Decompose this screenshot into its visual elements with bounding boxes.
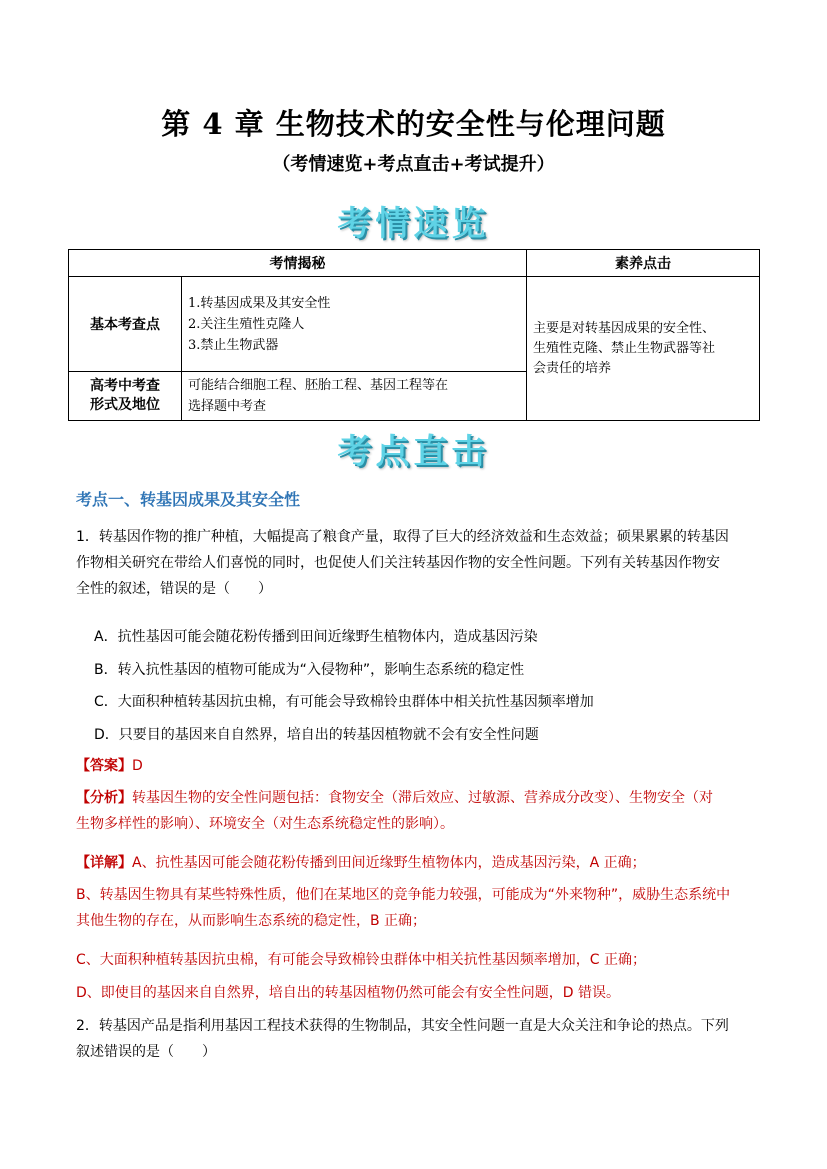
col-header-exam-secrets: 考情揭秘 <box>69 250 527 277</box>
overview-banner: 考情速览 <box>337 204 490 244</box>
option-d: D．只要目的基因来自自然界，培自出的转基因植物就不会有安全性问题 <box>94 727 539 743</box>
literacy-text: 主要是对转基因成果的安全性、 <box>533 320 716 336</box>
row-label-text: 形式及地位 <box>90 397 160 413</box>
question-text: 全性的叙述，错误的是（ ） <box>76 581 272 597</box>
direct-banner: 考点直击 <box>337 432 490 472</box>
list-item: 1.转基因成果及其安全性 <box>188 295 331 311</box>
exam-form-text: 可能结合细胞工程、胚胎工程、基因工程等在 <box>188 378 449 393</box>
col-header-literacy: 素养点击 <box>527 250 760 277</box>
row-label-basic-points: 基本考查点 <box>69 277 182 372</box>
analysis-block <box>76 785 756 837</box>
table-header-row <box>69 250 760 277</box>
analysis-text: 转基因生物的安全性问题包括：食物安全（滞后效应、过敏源、营养成分改变）、生物安全（对 <box>132 790 713 806</box>
table-row <box>69 277 760 372</box>
question-text: 叙述错误的是（ ） <box>76 1044 216 1060</box>
detail-text: B、转基因生物具有某些特殊性质，他们在某地区的竞争能力较强，可能成为“外来物种”，威胁生态系统中 <box>76 887 731 903</box>
option-c: C．大面积种植转基因抗虫棉，有可能会导致棉铃虫群体中相关抗性基因频率增加 <box>94 694 594 710</box>
literacy-text: 生殖性克隆、禁止生物武器等社 <box>533 340 716 356</box>
literacy-text: 会责任的培养 <box>533 360 612 376</box>
detail-b <box>76 882 756 934</box>
section-heading: 考点一、转基因成果及其安全性 <box>76 490 301 509</box>
list-item: 2.关注生殖性克隆人 <box>188 316 305 332</box>
analysis-text: 生物多样性的影响）、环境安全（对生态系统稳定性的影响）。 <box>76 816 454 832</box>
question-2-stem <box>76 1013 756 1065</box>
detail-c: C、大面积种植转基因抗虫棉，有可能会导致棉铃虫群体中相关抗性基因频率增加，C 正确； <box>76 952 646 968</box>
answer-value: D <box>132 758 143 774</box>
option-b: B．转入抗性基因的植物可能成为“入侵物种”，影响生态系统的稳定性 <box>94 662 525 678</box>
question-text: 作物相关研究在带给人们喜悦的同时，也促使人们关注转基因作物的安全性问题。下列有关转基因作物安 <box>76 555 720 571</box>
question-text: 2．转基因产品是指利用基因工程技术获得的生物制品，其安全性问题一直是大众关注和争论的热点。下列 <box>76 1018 729 1034</box>
option-a: A．抗性基因可能会随花粉传播到田间近缘野生植物体内，造成基因污染 <box>94 629 538 645</box>
exam-overview-table <box>68 249 760 421</box>
question-text: 1．转基因作物的推广种植，大幅提高了粮食产量，取得了巨大的经济效益和生态效益；硕果累累的转基因 <box>76 529 729 545</box>
basic-points-list <box>182 277 527 372</box>
answer-line <box>76 753 756 779</box>
detail-text: A、抗性基因可能会随花粉传播到田间近缘野生植物体内，造成基因污染，A 正确； <box>132 855 646 871</box>
page-subtitle: （考情速览+考点直击+考试提升） <box>272 154 555 175</box>
list-item: 3.禁止生物武器 <box>188 337 279 353</box>
detail-tag: 【详解】 <box>76 855 132 871</box>
exam-form-content <box>182 372 527 421</box>
detail-block <box>76 850 756 876</box>
literacy-cell <box>527 277 760 421</box>
exam-form-text: 选择题中考查 <box>188 399 267 414</box>
row-label-text: 高考中考查 <box>90 378 160 394</box>
answer-tag: 【答案】 <box>76 758 132 774</box>
detail-d: D、即使目的基因来自自然界，培自出的转基因植物仍然可能会有安全性问题，D 错误。 <box>76 985 621 1001</box>
detail-text: 其他生物的存在，从而影响生态系统的稳定性，B 正确； <box>76 913 427 929</box>
page-title: 第 4 章 生物技术的安全性与伦理问题 <box>161 107 666 141</box>
question-1-stem <box>76 524 756 602</box>
row-label-exam-form <box>69 372 182 421</box>
analysis-tag: 【分析】 <box>76 790 132 806</box>
